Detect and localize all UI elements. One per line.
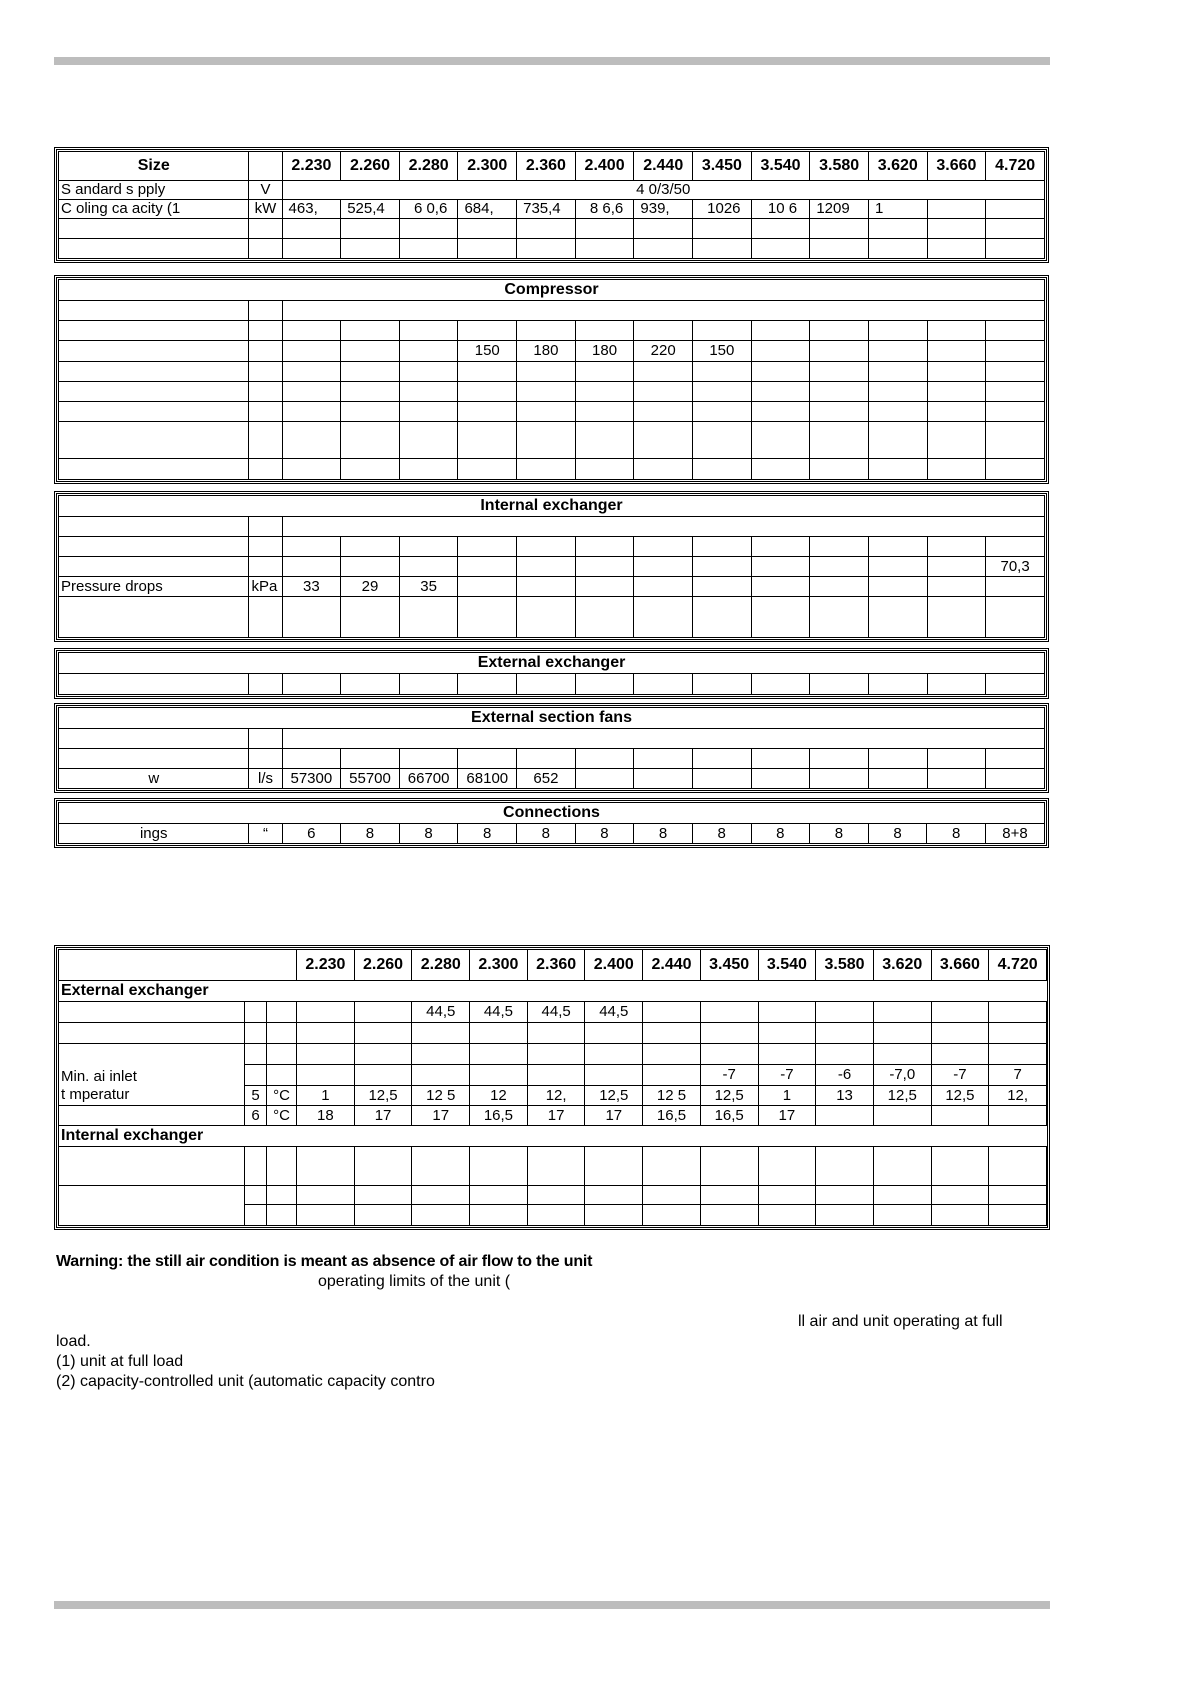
pressure-drops-label: Pressure drops [59,577,249,597]
table-row [59,1205,1047,1226]
section-title-row [59,1126,1047,1147]
table-row [59,1044,1047,1065]
section-title-row [59,981,1047,1002]
table-row: t mperatur 5 °C 1 12,5 12 5 12 12, 12,5 12 5 12,5 1 13 12,5 12,5 12, [59,1086,1047,1106]
table-row [59,729,1045,749]
size-col-2.300: 2.300 [458,152,517,181]
operating-limits-table [54,945,1050,1230]
table-row [59,537,1045,557]
section-title-row [59,280,1045,301]
table-row: Min. ai inlet -7 -7 -6 -7,0 -7 7 [59,1065,1047,1086]
size-header: Size [59,152,249,181]
table-row [59,1023,1047,1044]
section-title-row [59,653,1045,674]
table-row [59,749,1045,769]
section-title: Compressor [59,280,1045,301]
air-flow-label: w [59,769,249,789]
connections-table [54,798,1049,848]
external-exchanger-limits-title: External exchanger [59,981,1047,1002]
fittings-label: ings [59,824,249,844]
table-row [59,239,1045,259]
note-2: (2) capacity-controlled unit (automatic capacity contro [56,1373,435,1390]
table-row [59,674,1045,695]
table-row [59,1186,1047,1205]
section-title-row [59,708,1045,729]
air-flow-row: w l/s 57300 55700 66700 68100 652 [59,769,1045,789]
table-row [59,219,1045,239]
size-col-2.400: 2.400 [575,152,634,181]
size-col-3.540: 3.540 [751,152,810,181]
table-row [59,181,1045,200]
note-line-4: load. [56,1333,91,1350]
section-title: External exchanger [59,653,1045,674]
table-row [59,321,1045,341]
size-col-3.450: 3.450 [693,152,752,181]
section-title-row [59,803,1045,824]
supply-unit: V [249,181,282,200]
bottom-rule [54,1601,1050,1609]
table-row [59,517,1045,537]
min-air-inlet-label: Min. ai inlet [59,1065,245,1086]
note-line-3: ll air and unit operating at full [798,1313,1003,1330]
fittings-row: ings “ 6 8 8 8 8 8 8 8 8 8 8 8 8+8 [59,824,1045,844]
size-col-2.260: 2.260 [341,152,400,181]
size-col-3.620: 3.620 [868,152,927,181]
table-row [59,301,1045,321]
general-data-table [54,147,1049,263]
header-row: 2.230 2.260 2.280 2.300 2.360 2.400 2.440 3.450 3.540 3.580 3.620 3.660 4.720 [59,950,1047,981]
section-title: External section fans [59,708,1045,729]
size-col-3.580: 3.580 [810,152,869,181]
table-row: 6 °C 18 17 17 16,5 17 17 16,5 16,5 17 [59,1106,1047,1126]
internal-exchanger-table [54,491,1049,642]
warning-note: Warning: the still air condition is meant as absence of air flow to the unit [56,1253,593,1270]
temperature-label: t mperatur [59,1086,245,1106]
section-title: Connections [59,803,1045,824]
external-fans-table [54,703,1049,793]
section-title-row [59,496,1045,517]
supply-value: 4 0/3/50 [282,181,1044,200]
size-col-2.360: 2.360 [517,152,576,181]
compressor-table [54,275,1049,484]
external-exchanger-table [54,648,1049,699]
table-row [59,597,1045,638]
table-row [59,459,1045,480]
top-rule [54,57,1050,65]
table-row: C oling ca acity (1 kW 463, 525,4 6 0,6 684, 735,4 8 6,6 939, 1026 10 6 1209 1 [59,200,1045,219]
section-title: Internal exchanger [59,496,1045,517]
header-row [59,152,1045,181]
note-1: (1) unit at full load [56,1353,184,1370]
table-row: 70,3 [59,557,1045,577]
note-line-2: operating limits of the unit ( [318,1273,511,1290]
pressure-drops-row: Pressure drops kPa 33 29 35 [59,577,1045,597]
size-col-4.720: 4.720 [986,152,1045,181]
size-col-2.230: 2.230 [282,152,341,181]
cooling-capacity-label: C oling ca acity (1 [59,200,249,219]
supply-label: S andard s pply [59,181,249,200]
size-col-2.280: 2.280 [399,152,458,181]
size-col-3.660: 3.660 [927,152,986,181]
table-row [59,362,1045,382]
notes [56,1252,1056,1392]
table-row: 150 180 180 220 150 [59,341,1045,362]
size-col-2.440: 2.440 [634,152,693,181]
table-row: 44,5 44,5 44,5 44,5 [59,1002,1047,1023]
table-row [59,422,1045,459]
table-row [59,382,1045,402]
table-row [59,402,1045,422]
table-row [59,1147,1047,1186]
internal-exchanger-limits-title: Internal exchanger [59,1126,1047,1147]
